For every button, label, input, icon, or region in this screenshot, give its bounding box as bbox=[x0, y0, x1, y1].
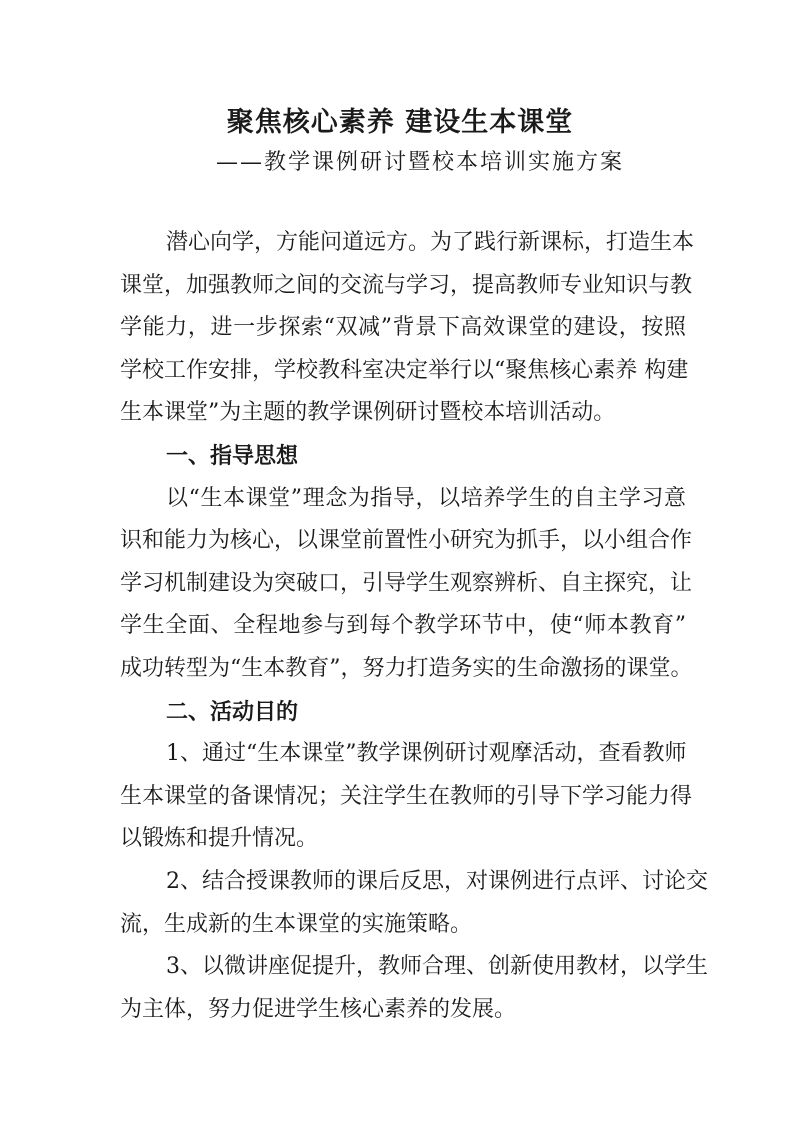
paragraph-line: 1、通过“生本课堂”教学课例研讨观摩活动，查看教师 bbox=[166, 741, 687, 767]
section-heading: 一、指导思想 bbox=[166, 442, 299, 469]
paragraph-line: 流，生成新的生本课堂的实施策略。 bbox=[120, 911, 473, 937]
paragraph-line: 潜心向学，方能问道远方。为了践行新课标，打造生本 bbox=[166, 230, 695, 255]
document-body bbox=[120, 222, 708, 1031]
paragraph-line: 学习机制建设为突破口，引导学生观察辨析、自主探究，让 bbox=[120, 570, 693, 596]
paragraph-line: 为主体，努力促进学生核心素养的发展。 bbox=[120, 996, 517, 1022]
section-heading: 二、活动目的 bbox=[166, 698, 299, 725]
document-title: 聚焦核心素养 建设生本课堂 bbox=[226, 107, 574, 138]
paragraph-line: 生本课堂”为主题的教学课例研讨暨校本培训活动。 bbox=[120, 400, 616, 426]
paragraph-line: 学生全面、全程地参与到每个教学环节中，使“师本教育” bbox=[120, 613, 686, 639]
paragraph-line: 学能力，进一步探索“双减”背景下高效课堂的建设，按照 bbox=[120, 315, 686, 341]
paragraph-line: 识和能力为核心，以课堂前置性小研究为抓手，以小组合作 bbox=[120, 528, 693, 554]
paragraph-line: 学校工作安排，学校教科室决定举行以“聚焦核心素养 构建 bbox=[120, 357, 689, 383]
paragraph-line: 2、结合授课教师的课后反思，对课例进行点评、讨论交 bbox=[166, 868, 708, 894]
paragraph-line: 以“生本课堂”理念为指导，以培养学生的自主学习意 bbox=[166, 485, 686, 511]
paragraph-line: 以锻炼和提升情况。 bbox=[120, 826, 319, 852]
paragraph-line: 生本课堂的备课情况；关注学生在教师的引导下学习能力得 bbox=[120, 783, 693, 809]
paragraph-line: 3、以微讲座促提升，教师合理、创新使用教材，以学生 bbox=[166, 954, 708, 980]
document-subtitle: ——教学课例研讨暨校本培训实施方案 bbox=[215, 150, 624, 175]
paragraph-line: 课堂，加强教师之间的交流与学习，提高教师专业知识与教 bbox=[120, 272, 693, 298]
paragraph-line: 成功转型为“生本教育”，努力打造务实的生命激扬的课堂。 bbox=[120, 655, 693, 681]
